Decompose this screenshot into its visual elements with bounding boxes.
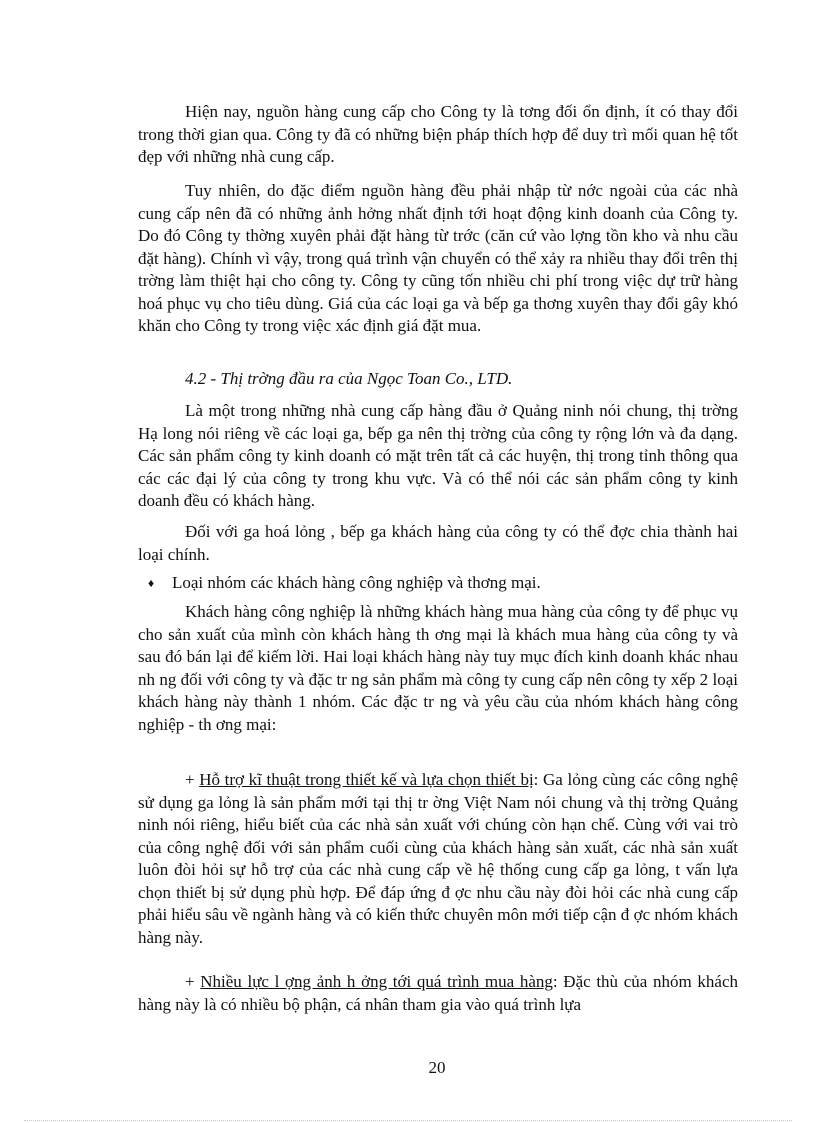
item-body: : Ga lỏng cùng các công nghệ sử dụng ga lỏng là sản phẩm mới tại thị tr ờng Việt Nam nói chung và thị trờng Quảng ninh nói riêng, hiểu biết của các nhà sản xuất với chúng còn hạn chế. Cùng với vai trò của công nghệ đối với sản phẩm cuối cùng của khách hàng sản xuất, các nhà sản xuất luôn đòi hỏi sự hỗ trợ của các nhà cung cấp về hệ thống cung cấp ga lỏng, t vấn lựa chọn thiết bị sử dụng phù hợp. Để đáp ứng đ ợc nhu cầu này đòi hỏi các nhà cung cấp phải hiểu sâu về ngành hàng và có kiến thức chuyên môn mới tiếp cận đ ợc nhóm khách hàng này. <box>138 770 738 947</box>
bullet-text: Loại nhóm các khách hàng công nghiệp và thơng mại. <box>172 573 541 592</box>
page-number: 20 <box>428 1058 446 1077</box>
diamond-bullet-icon: ♦ <box>148 576 155 590</box>
body-text <box>138 572 738 595</box>
item-title: Hỗ trợ kĩ thuật trong thiết kế và lựa chọn thiết bị <box>199 770 534 789</box>
body-text <box>138 180 738 338</box>
body-text <box>138 769 738 949</box>
paragraph-supply-stability: Hiện nay, nguồn hàng cung cấp cho Công ty là tơng đối ổn định, ít có thay đổi trong thời gian qua. Công ty đã có những biện pháp thích hợp để duy trì mối quan hệ tốt đẹp với những nhà cung cấp. <box>138 102 738 166</box>
item-prefix: + <box>185 770 200 789</box>
body-text <box>138 971 738 1016</box>
body-text <box>138 368 738 391</box>
body-text <box>138 601 738 736</box>
item-title: Nhiều lực l ợng ảnh h ởng tới quá trình mua hàng <box>200 972 553 991</box>
paragraph-market-overview: Là một trong những nhà cung cấp hàng đầu ở Quảng ninh nói chung, thị trờng Hạ long nói riêng về các loại ga, bếp ga nên thị trờng của công ty rộng lớn và đa dạng. Các sản phẩm công ty kinh doanh có mặt trên tất cả các huyện, thị trong tỉnh thông qua các các đại lý của công ty trong khu vực. Và có thể nói các sản phẩm công ty kinh doanh đều có khách hàng. <box>138 401 738 510</box>
item-body: : Đặc thù của nhóm khách hàng này là có nhiều bộ phận, cá nhân tham gia vào quá trình lựa <box>138 972 738 1014</box>
paragraph-customer-types: Đối với ga hoá lỏng , bếp ga khách hàng của công ty có thể đợc chia thành hai loại chính. <box>138 522 738 564</box>
paragraph-supply-impact: Tuy nhiên, do đặc điểm nguồn hàng đều phải nhập từ nớc ngoài của các nhà cung cấp nên đã có những ảnh hởng nhất định tới hoạt động kinh doanh của Công ty. Do đó Công ty thờng xuyên phải đặt hàng từ trớc (căn cứ vào lợng tồn kho và nhu cầu đặt hàng). Chính vì vậy, trong quá trình vận chuyển có thể xảy ra nhiều thay đổi trên thị trờng làm thiệt hại cho công ty. Công ty cũng tốn nhiều chi phí trong việc dự trữ hàng hoá phục vụ cho tiêu dùng. Giá của các loại ga và bếp ga thơng xuyên thay đổi gây khó khăn cho Công ty trong việc xác định giá đặt mua. <box>138 181 738 335</box>
body-text <box>138 101 738 169</box>
section-heading: 4.2 - Thị trờng đầu ra của Ngọc Toan Co., LTD. <box>185 369 513 388</box>
body-text <box>138 400 738 513</box>
bullet-item <box>138 572 738 595</box>
paragraph-technical-support <box>138 769 738 949</box>
page-bottom-rule <box>24 1120 792 1121</box>
body-text <box>138 521 738 566</box>
item-prefix: + <box>185 972 201 991</box>
paragraph-industrial-commercial: Khách hàng công nghiệp là những khách hàng mua hàng của công ty để phục vụ cho sản xuất của mình còn khách hàng th ơng mại là khách mua hàng của công ty và sau đó bán lại để kiếm lời. Hai loại khách hàng này tuy mục đích kinh doanh khác nhau nh ng đối với công ty và đặc tr ng sản phẩm mà công ty cung cấp nên công ty xếp 2 loại khách hàng này thành 1 nhóm. Các đặc tr ng và yêu cầu của nhóm khách hàng công nghiệp - th ơng mại: <box>138 602 738 734</box>
paragraph-purchase-influences <box>138 971 738 1016</box>
